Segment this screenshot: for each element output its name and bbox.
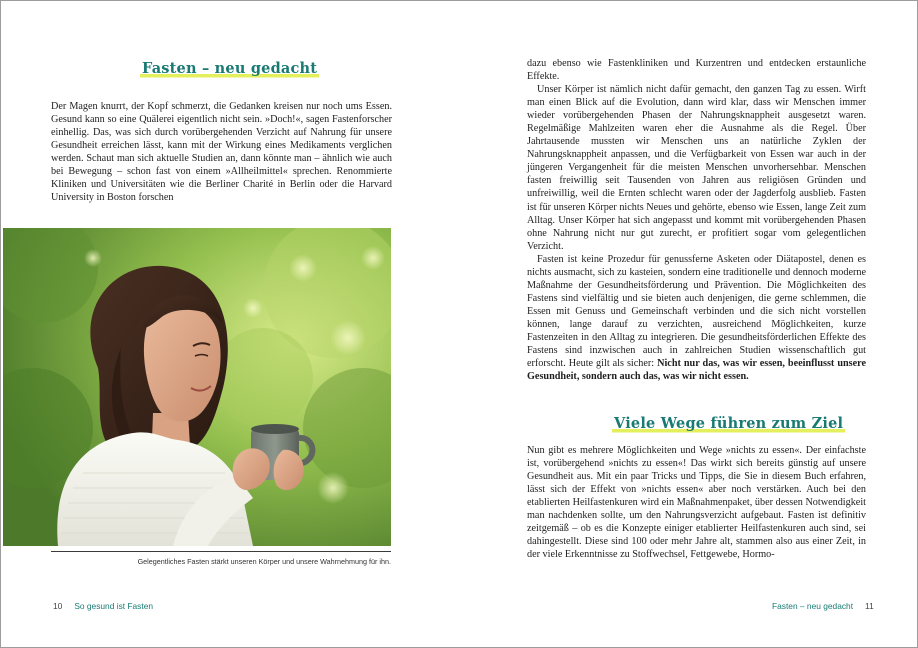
page-number-left: 10 [53,601,63,611]
bold-statement: Nicht nur das, was wir essen, beeinflusst unsere Gesundheit, sondern auch das, was wir nicht essen. [527,358,866,383]
woman-drinking-from-mug-photo [3,228,391,546]
left-footer [41,601,153,611]
right-section-body-text [527,444,866,561]
right-page [460,1,918,647]
left-body-text [51,100,392,204]
right-paragraph-3-text: Fasten ist keine Prozedur für genussferne Asketen oder Diätapostel, denen es nichts ausmacht, sich zu kasteien, sondern eine traditionelle und dennoch moderne Maßnahme der Gesundheitsförderung und Prävention. Die Möglichkeiten des Fastens sind vielfältig und sie bieten auch denjenigen, die gerne schlemmen, die Essen mit Genuss und Gemeinschaft verbinden und die sich nicht vorstellen können, lange darauf zu verzichten, ausreichend Möglichkeiten, kurze Fastenzeiten in den Alltag zu integrieren. Die gesundheitsförderlichen Effekte des Fastens sind inzwischen auch in zahlreichen Studien wissenschaftlich gut erforscht. Heute gilt als sicher: [527,253,866,370]
right-paragraph-1: dazu ebenso wie Fastenkliniken und Kurzentren und entdecken erstaunliche Effekte. [527,58,866,83]
section-heading-fasten-neu-gedacht: Fasten – neu gedacht [142,60,318,77]
left-page [1,1,460,647]
right-body-text [527,57,866,383]
page-number-right: 11 [865,601,874,611]
right-paragraph-2: Unser Körper ist nämlich nicht dafür gemacht, den ganzen Tag zu essen. Wirft man einen Blick auf die Evolution, dann wird klar, dass wir Menschen immer wieder vorübergehenden Phasen der Nahrungsknappheit ausgesetzt waren. Regelmäßige Mahlzeiten waren eher die Ausnahme als die Regel. Über Jahrtausende mussten wir Menschen uns an natürliche Zyklen der Nahrungsknappheit anpassen, und die Verfügbarkeit von Essen war auch in der jüngeren Vergangenheit für die meisten Menschen unvorhersehbar. Menschen fasten freiwillig seit Tausenden von Jahren aus religiösen Gründen und unfreiwillig, weil die Ernten schlecht waren oder der Jagderfolg ausblieb. Fasten ist für unseren Körper nichts Neues und gehörte, ebenso wie Essen, lange Zeit zum Alltag. Unser Körper hat sich angepasst und kommt mit vorübergehenden Phasen ohne Nahrung nicht nur gut zurecht, er profitiert sogar vom gelegentlichen Verzicht. [527,84,866,252]
photo-caption: Gelegentliches Fasten stärkt unseren Körper und unsere Wahrnehmung für ihn. [137,557,391,566]
right-footer [772,601,886,611]
caption-rule [51,551,391,552]
right-paragraph-3 [527,253,866,383]
section-heading-viele-wege: Viele Wege führen zum Ziel [614,415,844,432]
left-paragraph-1: Der Magen knurrt, der Kopf schmerzt, die Gedanken kreisen nur noch ums Essen. Gesund kann so eine Quälerei eigentlich nicht sein. »Doch!«, sagen Fastenforscher einhellig. Das, was sich durch vorübergehenden Verzicht auf Nahrung für unsere Gesundheit erreichen lässt, kann mit der Wirkung eines Medikaments verglichen werden. Schaut man sich aktuelle Studien an, dann könnte man – ähnlich wie auch bei Bewegung – schon fast von einem »Allheilmittel« sprechen. Renommierte Kliniken und Universitäten wie die Berliner Charité in Berlin oder die Harvard University in Boston forschen [51,101,392,204]
running-title-right: Fasten – neu gedacht [772,601,854,611]
right-section-paragraph-1: Nun gibt es mehrere Möglichkeiten und Wege »nichts zu essen«. Der einfachste ist, vorübergehend »nichts zu essen«! Das wirkt sich bereits günstig auf unsere Gesundheit aus. Mit ein paar Tricks und Tipps, die Sie in diesem Buch erfahren, lässt sich der Effekt von »nichts essen« aber noch verstärken. Auch bei den etablierten Heilfastenkuren wird ein Maßnahmenpaket, über dessen Notwendigkeit man nachdenken sollte, um den Nahrungsverzicht aufgebaut. Fasten ist definitiv zeitgemäß – ob es die Konzepte einiger etablierter Heilfastenkuren auch sind, sei dahingestellt. Diese sind 100 oder mehr Jahre alt, stammen also aus einer Zeit, in der viele Erkenntnisse zu Stoffwechsel, Fettgewebe, Hormo- [527,445,866,561]
running-title-left: So gesund ist Fasten [74,601,154,611]
